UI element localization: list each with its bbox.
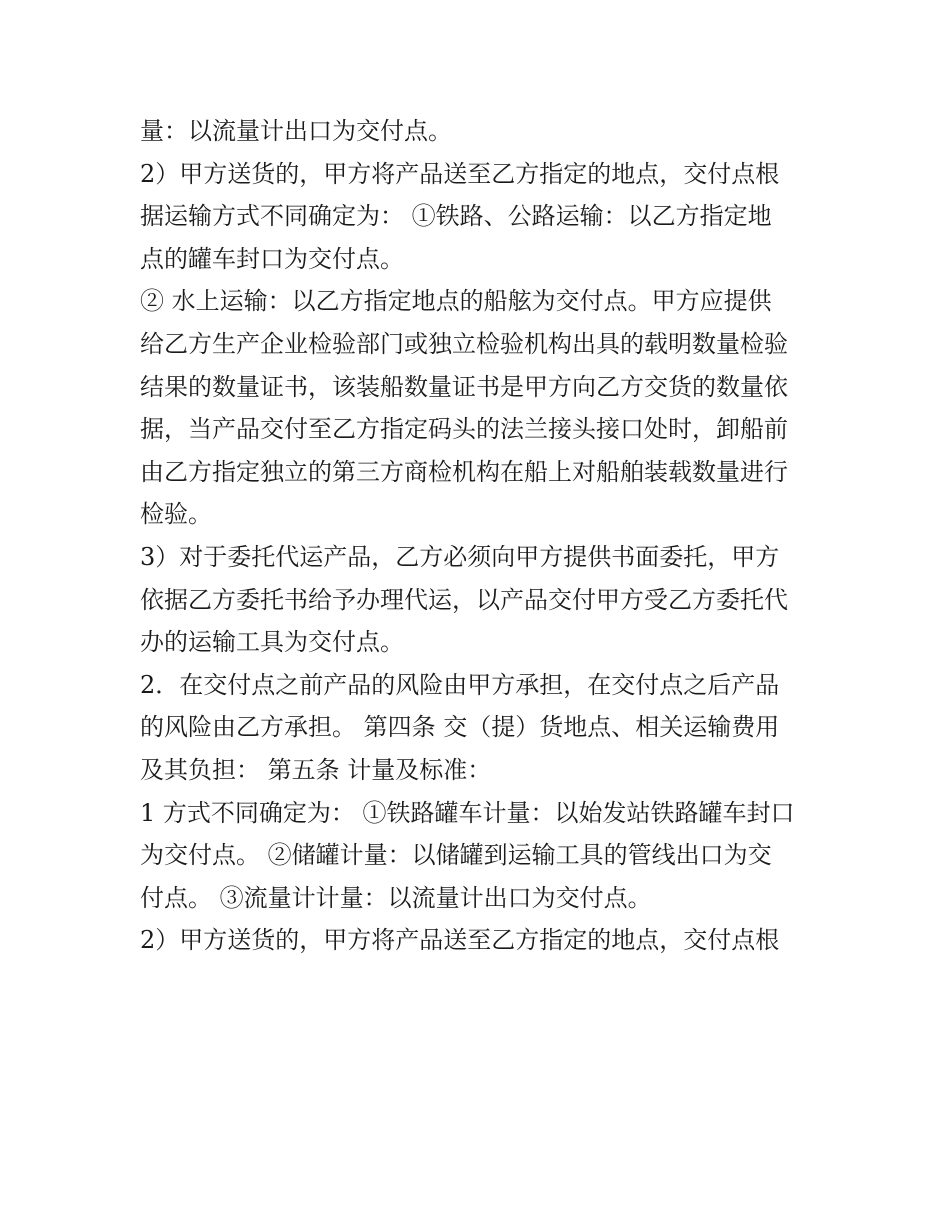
text-line: 给乙方生产企业检验部门或独立检验机构出具的载明数量检验 (140, 329, 788, 358)
document-body (140, 110, 820, 962)
text-line: 量：以流量计出口为交付点。 (140, 117, 452, 145)
text-line: 1 方式不同确定为： ①铁路罐车计量：以始发站铁路罐车封口 (140, 798, 795, 827)
text-line: 检验。 (140, 500, 212, 529)
text-line: 2．在交付点之前产品的风险由甲方承担，在交付点之后产品 (140, 670, 780, 699)
text-line: 的风险由乙方承担。 第四条 交（提）货地点、相关运输费用 (140, 713, 780, 742)
text-line: 由乙方指定独立的第三方商检机构在船上对船舶装载数量进行 (140, 457, 788, 486)
text-line: 2）甲方送货的，甲方将产品送至乙方指定的地点，交付点根 (140, 926, 780, 955)
text-line: 结果的数量证书，该装船数量证书是甲方向乙方交货的数量依 (140, 372, 788, 401)
text-line: 办的运输工具为交付点。 (140, 628, 404, 657)
text-line: 据运输方式不同确定为： ①铁路、公路运输：以乙方指定地 (140, 202, 772, 231)
text-line: 2）甲方送货的，甲方将产品送至乙方指定的地点，交付点根 (140, 159, 780, 188)
text-line: 付点。 ③流量计计量：以流量计出口为交付点。 (140, 883, 652, 912)
text-line: 点的罐车封口为交付点。 (140, 244, 404, 273)
text-line: ② 水上运输：以乙方指定地点的船舷为交付点。甲方应提供 (140, 287, 772, 316)
text-line: 及其负担： 第五条 计量及标准： (140, 755, 492, 784)
text-line: 据，当产品交付至乙方指定码头的法兰接头接口处时，卸船前 (140, 415, 788, 444)
text-line: 依据乙方委托书给予办理代运，以产品交付甲方受乙方委托代 (140, 585, 788, 614)
text-line: 为交付点。 ②储罐计量：以储罐到运输工具的管线出口为交 (140, 841, 772, 870)
text-line: 3）对于委托代运产品，乙方必须向甲方提供书面委托，甲方 (140, 542, 780, 571)
